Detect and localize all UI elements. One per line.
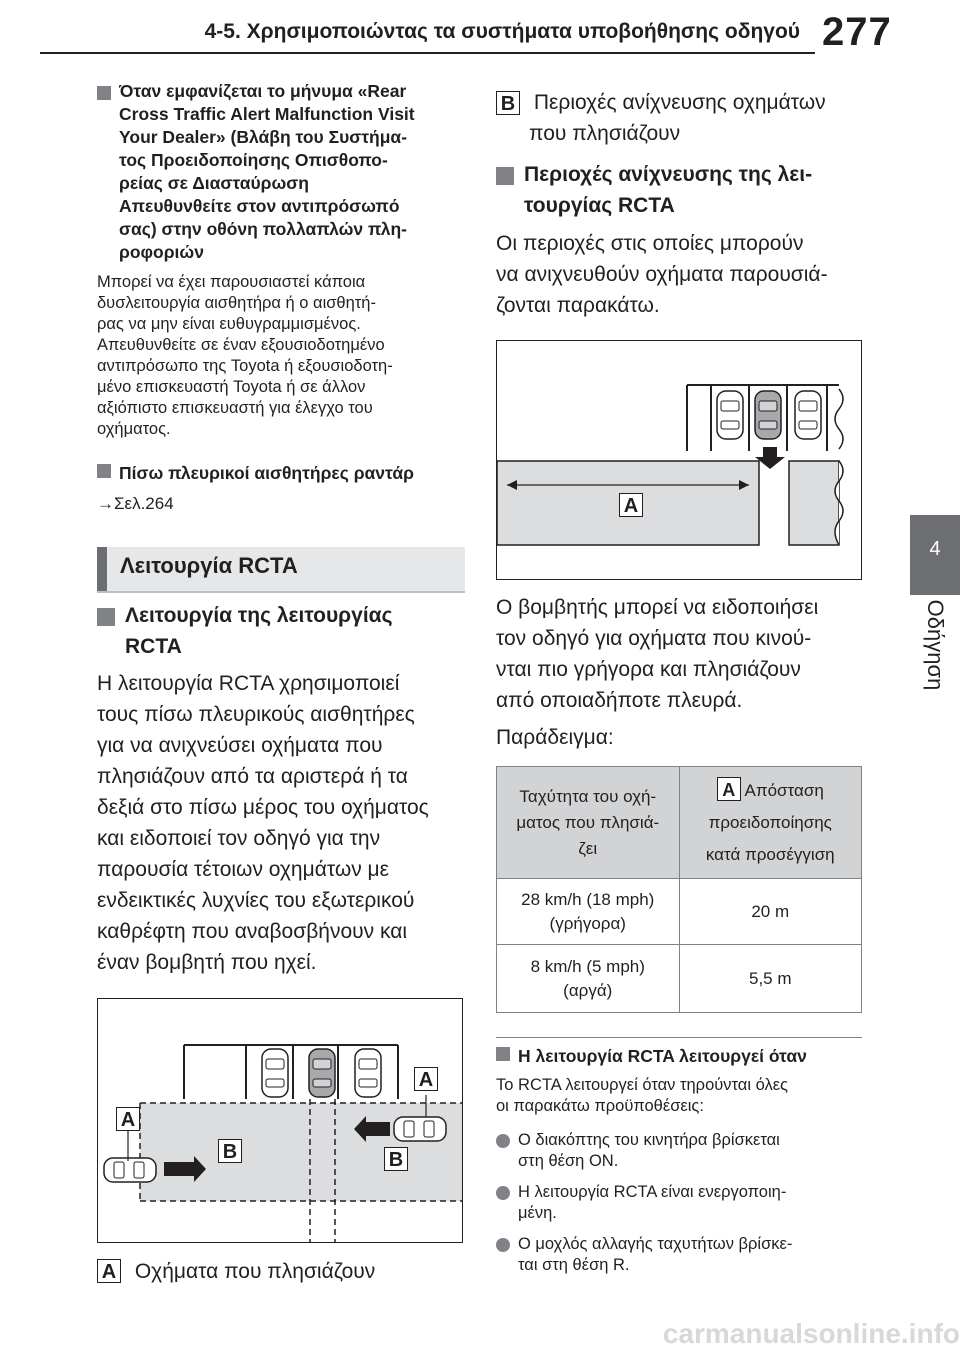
item-line: ται στη θέση R. — [518, 1256, 630, 1274]
header-line: κατά προσέγγιση — [705, 844, 835, 864]
heading-line: Περιοχές ανίχνευσης της λει- — [524, 163, 813, 186]
detection-heading — [496, 159, 876, 221]
banner-title: Λειτουργία RCTA — [120, 553, 298, 578]
body-line: Η λειτουργία RCTA χρησιμοποιεί — [97, 672, 400, 695]
heading-line: ρείας σε Διασταύρωση — [119, 173, 309, 193]
header-line: Ταχύτητα του οχή- — [519, 786, 657, 806]
heading-line: τος Προειδοποίησης Οπισθοπο- — [119, 150, 388, 170]
cell-line: 28 km/h (18 mph) — [521, 889, 655, 909]
square-bullet-icon — [496, 1047, 510, 1061]
header-line: ζει — [578, 838, 598, 858]
body-line: πλησιάζουν από τα αριστερά ή τα — [97, 765, 408, 788]
detection-area — [789, 461, 839, 545]
body-line: Απευθυνθείτε σε έναν εξουσιοδοτημένο — [97, 336, 385, 354]
approaching-car-icon — [104, 1158, 156, 1182]
heading-line: Cross Traffic Alert Malfunction Visit — [119, 104, 415, 124]
body-line: τους πίσω πλευρικούς αισθητήρες — [97, 703, 415, 726]
function-body — [97, 668, 472, 978]
body-line: τον οδηγό για οχήματα που κινού- — [496, 627, 812, 650]
heading-line: Όταν εμφανίζεται το μήνυμα «Rear — [119, 81, 407, 101]
distance-cell: 20 m — [679, 879, 862, 945]
legend-b — [496, 87, 876, 149]
body-line: Οι περιοχές στις οποίες μπορούν — [496, 232, 804, 255]
body-line: νται πιο γρήγορα και πλησιάζουν — [496, 658, 801, 681]
approaching-car-icon — [394, 1117, 446, 1141]
operates-heading — [496, 1045, 876, 1068]
legend-b-line: που πλησιάζουν — [529, 122, 681, 145]
speed-cell — [497, 879, 680, 945]
heading-line: RCTA — [125, 635, 182, 658]
item-line: Ο διακόπτης του κινητήρα βρίσκεται — [518, 1131, 780, 1149]
radar-page-link[interactable]: →Σελ.264 — [97, 494, 174, 513]
operates-heading-text: Η λειτουργία RCTA λειτουργεί όταν — [518, 1046, 807, 1066]
speed-header — [497, 767, 680, 879]
body-line: παρουσία τέτοιων οχημάτων με — [97, 858, 390, 881]
body-line: από οποιαδήποτε πλευρά. — [496, 689, 743, 712]
parked-car-icon — [262, 1049, 288, 1097]
parked-car-icon — [355, 1049, 381, 1097]
item-line: Η λειτουργία RCTA είναι ενεργοποιη- — [518, 1183, 787, 1201]
list-item — [496, 1182, 876, 1224]
label-a-right: A — [414, 1067, 438, 1091]
body-line: αξιόπιστο επισκευαστή για έλεγχο του — [97, 399, 373, 417]
heading-line: τουργίας RCTA — [524, 194, 675, 217]
malfunction-body — [97, 272, 467, 440]
body-line: για να ανιχνεύσει οχήματα που — [97, 734, 383, 757]
chapter-label: Οδήγηση — [923, 599, 948, 691]
body-line: να ανιχνευθούν οχήματα παρουσιά- — [496, 263, 828, 286]
square-bullet-icon — [97, 608, 115, 626]
distance-header — [679, 767, 862, 879]
cell-line: (γρήγορα) — [549, 913, 626, 933]
heading-line: Your Dealer» (Βλάβη του Συστήμα- — [119, 127, 408, 147]
body-line: ενδεικτικές λυχνίες του εξωτερικού — [97, 889, 415, 912]
page-number: 277 — [822, 10, 892, 54]
heading-line: Λειτουργία της λειτουργίας — [125, 604, 393, 627]
square-bullet-icon — [97, 86, 111, 100]
body-line: δεξιά στο πίσω μέρος του οχήματος — [97, 796, 429, 819]
legend-b-letter: B — [496, 91, 520, 115]
body-line: Μπορεί να έχει παρουσιαστεί κάποια — [97, 273, 366, 291]
malfunction-heading — [97, 80, 467, 264]
legend-a-letter: A — [97, 1259, 121, 1283]
list-item — [496, 1130, 876, 1172]
crossing-diagram — [98, 999, 462, 1242]
square-bullet-icon — [496, 167, 514, 185]
body-line: έναν βομβητή που ηχεί. — [97, 951, 317, 974]
label-a: A — [619, 493, 643, 517]
chapter-number: 4 — [929, 538, 941, 560]
body-line: Το RCTA λειτουργεί όταν τηρούνται όλες — [496, 1076, 789, 1094]
speed-distance-table — [496, 766, 862, 1013]
label-a-left: A — [116, 1107, 140, 1131]
item-line: στη θέση ON. — [518, 1152, 619, 1170]
body-line: ζονται παρακάτω. — [496, 294, 660, 317]
conditions-list — [496, 1130, 876, 1276]
item-line: μένη. — [518, 1204, 557, 1222]
rcta-crossing-figure — [97, 998, 463, 1243]
detection-body — [496, 228, 876, 321]
label-b-left: B — [218, 1139, 242, 1163]
header-letter: A — [717, 777, 741, 801]
body-line: αντιπρόσωπο της Toyota ή εξουσιοδοτη- — [97, 357, 393, 375]
header-line: προειδοποίησης — [708, 812, 832, 832]
body-line: οι παρακάτω προϋποθέσεις: — [496, 1097, 704, 1115]
section-divider — [496, 1037, 862, 1038]
heading-line: Απευθυνθείτε στον αντιπρόσωπό — [119, 196, 400, 216]
function-heading — [97, 600, 467, 662]
list-item — [496, 1234, 876, 1276]
detection-zone-figure — [496, 340, 862, 580]
parked-car-icon — [795, 391, 821, 439]
watermark: carmanualsonline.info — [662, 1318, 960, 1349]
legend-a-text: Οχήματα που πλησιάζουν — [134, 1260, 376, 1283]
item-line: Ο μοχλός αλλαγής ταχυτήτων βρίσκε- — [518, 1235, 793, 1253]
malfunction-section — [97, 80, 467, 440]
table-row — [497, 945, 862, 1013]
own-car-icon — [755, 391, 781, 439]
radar-heading — [97, 462, 467, 485]
radar-heading-text: Πίσω πλευρικοί αισθητήρες ραντάρ — [119, 463, 414, 483]
bullet-dot-icon — [496, 1238, 510, 1252]
buzzer-body — [496, 592, 876, 753]
parked-car-icon — [717, 391, 743, 439]
body-line: καθρέφτη που αναβοσβήνουν και — [97, 920, 407, 943]
bullet-dot-icon — [496, 1186, 510, 1200]
legend-a — [97, 1259, 375, 1284]
example-label: Παράδειγμα: — [496, 726, 614, 749]
body-line: ρας να μην είναι ευθυγραμμισμένος. — [97, 315, 361, 333]
header-line: Απόσταση — [744, 780, 824, 800]
table-header-row — [497, 767, 862, 879]
body-line: και ειδοποιεί τον οδηγό για την — [97, 827, 381, 850]
own-car-icon — [309, 1049, 335, 1097]
cell-line: (αργά) — [563, 980, 613, 1000]
break-line — [835, 389, 843, 449]
header-rule — [40, 52, 815, 54]
legend-b-line: Περιοχές ανίχνευσης οχημάτων — [533, 91, 826, 114]
body-line: δυσλειτουργία αισθητήρα ή ο αισθητή- — [97, 294, 376, 312]
table-row — [497, 879, 862, 945]
label-b-right: B — [384, 1147, 408, 1171]
banner-accent — [97, 547, 107, 591]
body-line: οχήματος. — [97, 420, 171, 438]
section-title: 4-5. Χρησιμοποιώντας τα συστήματα υποβοήθησης οδηγού — [204, 20, 800, 43]
body-line: μένο επισκευαστή Toyota ή σε άλλον — [97, 378, 366, 396]
body-line: Ο βομβητής μπορεί να ειδοποιήσει — [496, 596, 819, 619]
operates-body — [496, 1075, 876, 1117]
detection-zone-diagram — [497, 341, 861, 579]
cell-line: 8 km/h (5 mph) — [530, 956, 645, 976]
bullet-dot-icon — [496, 1134, 510, 1148]
speed-cell — [497, 945, 680, 1013]
header-line: ματος που πλησιά- — [516, 812, 660, 832]
heading-line: σας) στην οθόνη πολλαπλών πλη- — [119, 219, 407, 239]
heading-line: ροφοριών — [119, 242, 204, 262]
square-bullet-icon — [97, 464, 111, 478]
distance-cell: 5,5 m — [679, 945, 862, 1013]
